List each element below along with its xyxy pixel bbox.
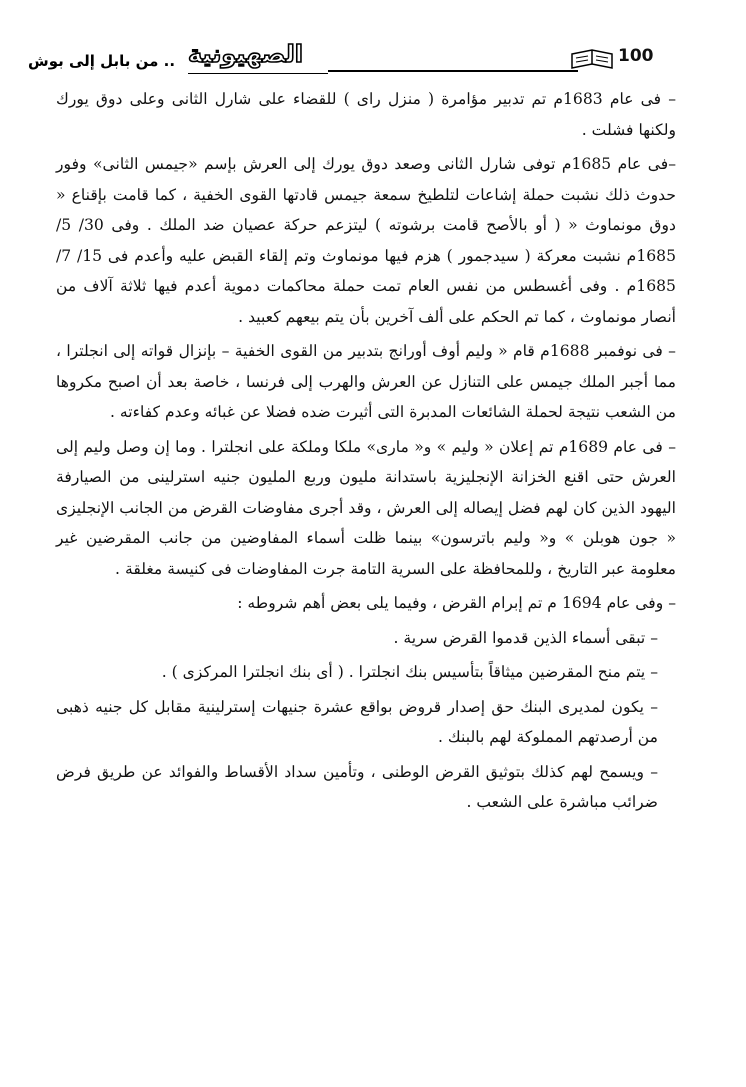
bullet-item [56, 692, 676, 753]
text-line: – فى عام 1689م تم إعلان « وليم » و« مارى» ملكا وملكة على انجلترا . وما إن [154, 437, 676, 456]
text-line: – ويسمح لهم كذلك بتوثيق القرض الوطنى ، وتأمين سداد الأقساط والفوائد عن [141, 762, 658, 781]
text-line: كما تم الحكم على ألف آخرين بأن يتم بيعهم كعبيد . [238, 307, 565, 326]
text-line: – يتم منح المقرضين ميثاقاً بتأسيس بنك انجلترا . ( أى بنك انجلترا المركزى ) . [161, 663, 658, 681]
text-line: جنيه استرلينى من الصيارفة اليهود الذين كان لهم فضل إيصاله إلى العرش ، وقد [56, 468, 676, 517]
text-line: وفور حدوث ذلك نشبت حملة إشاعات لتلطيخ سمعة جيمس قادتها القوى [56, 155, 676, 204]
text-line: ضده فضلا عن غبائه وعدم كفاءته . [110, 403, 331, 421]
text-line: كل جنيه ذهبى من أرصدتهم المملوكة لهم بالبنك . [56, 697, 658, 746]
text-line: وصل وليم إلى العرش حتى اقنع الخزانة الإنجليزية باستدانة مليون وربع المليون [56, 437, 676, 486]
text-line: –فى عام 1685م توفى شارل الثانى وصعد دوق يورك إلى العرش بإسم «جيمس الثانى» [93, 155, 676, 173]
text-line: خاصة بعد أن اصبح مكروها من الشعب نتيجة لحملة الشائعات المدبرة التى أثيرت [56, 372, 676, 421]
text-line: طريق فرض ضرائب مباشرة على الشعب . [56, 762, 658, 811]
text-line: يورك ولكنها فشلت . [56, 90, 676, 139]
header-rule-thin [188, 73, 328, 74]
paragraph [56, 84, 676, 145]
text-line: – وفى عام 1694 م تم إبرام القرض ، وفيما يلى بعض أهم شروطه : [237, 594, 676, 612]
page-number: 100 [618, 46, 654, 66]
book-subtitle: .. من بابل إلى بوش [28, 52, 176, 70]
paragraph [56, 432, 676, 585]
text-line: الخفية ، كما قامت بإقناع « دوق مونماوث « ( أو بالأصح قامت برشوته ) ليتزعم [56, 185, 676, 234]
bullet-item [56, 757, 676, 818]
paragraph [56, 336, 676, 428]
text-line: – فى نوفمبر 1688م قام « وليم أوف أورانج بتدبير من القوى الخفية – بإنزال قواته [140, 342, 676, 360]
text-line: حركة عصيان ضد الملك . وفى 30/ 5/ 1685م نشبت معركة ( سيدجمور ) هزم [56, 216, 676, 265]
text-line: – تبقى أسماء الذين قدموا القرض سرية . [393, 628, 658, 647]
paragraph [56, 588, 676, 619]
page-body [56, 84, 676, 822]
text-line: باترسون» بينما ظلت أسماء المفاوضين من جانب المقرضين غير معلومة عبر التاريخ [56, 529, 676, 578]
bullet-item [56, 657, 676, 688]
text-line: ، وللمحافظة على السرية التامة جرت المفاوضات فى كنيسة مغلقة . [115, 559, 553, 578]
open-book-icon [570, 46, 614, 72]
bullet-item [56, 623, 676, 654]
text-line: إلى انجلترا ، مما أجبر الملك جيمس على التنازل عن العرش والهرب إلى فرنسا ، [56, 342, 676, 391]
book-title: الصهيونية [188, 40, 303, 68]
text-line: – فى عام 1683م تم تدبير مؤامرة ( منزل راى ) للقضاء على شارل الثانى وعلى دوق [95, 90, 676, 108]
text-line: نفس العام تمت حملة محاكمات دموية أعدم فيها ثلاثة آلاف من أنصار مونماوث ، [56, 277, 676, 326]
paragraph [56, 149, 676, 332]
text-line: أجرى مفاوضات القرض من الجانب الإنجليزى « جون هوبلن » و« وليم [56, 498, 676, 547]
text-line: – يكون لمديرى البنك حق إصدار قروض بواقع عشرة جنيهات إسترلينية مقابل [154, 697, 658, 716]
header-rule [328, 70, 578, 72]
text-line: فيها مونماوث وتم إلقاء القبض عليه وأعدم فى 15/ 7/ 1685م . وفى أغسطس من [56, 246, 676, 295]
page-header [28, 40, 691, 84]
